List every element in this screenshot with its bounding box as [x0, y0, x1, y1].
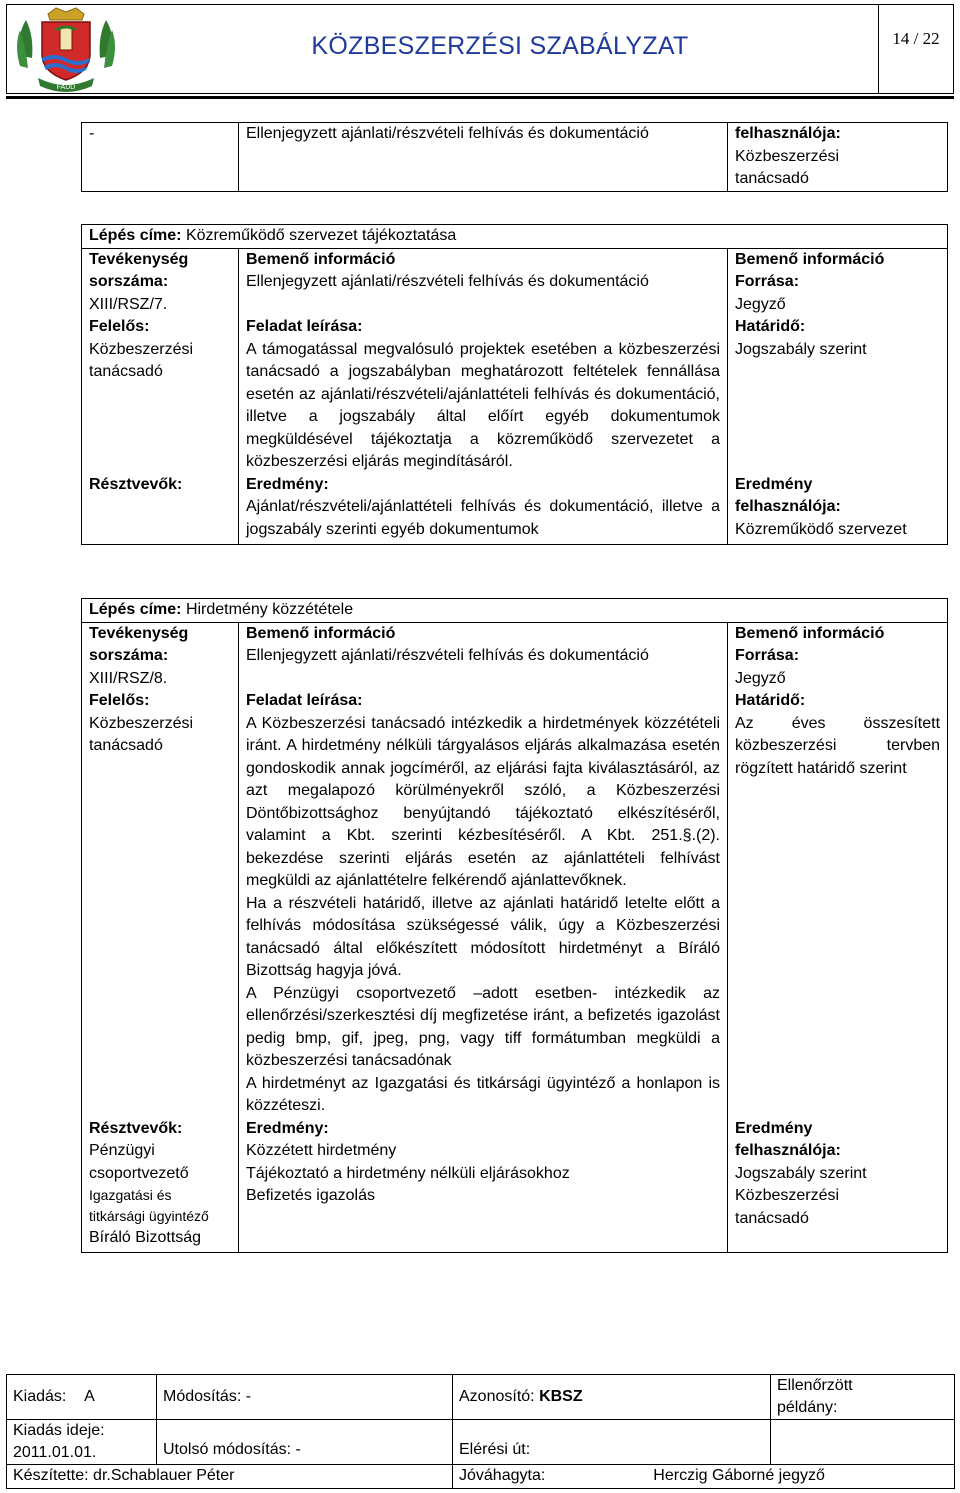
result-value: Ajánlat/részvételi/ajánlattételi felhívás és dokumentáció, illetve a jogszabály szerinti egyéb dokumentumok [246, 498, 720, 538]
deadline-cell: Határidő: Jogszabály szerint [728, 316, 948, 474]
participants-cell: Résztvevők: Pénzügyi csoportvezető Igazgatási és titkársági ügyintéző Bíráló Bizottság [82, 1118, 239, 1253]
task-paragraph-1: A Közbeszerzési tanácsadó intézkedik a hirdetmények közzétételi iránt. A hirdetmény nélküli tárgyalásos eljárás alkalmazása esetén gondoskodik annak jogcíméről, az eljárási fajta kiválasztásáról, az azt megalapozó körülményekről szóló, a Közbeszerzési Döntőbizottsághoz benyújtandó tájékoztató elkészítéséről, valamint a Kbt. szerinti kézbesítéséről. A Kbt. 251.§.(2). bekezdése szerinti eljárás esetén az ajánlattételi felhívást megküldi az ajánlattételre felkérendő ajánlattevőknek. [246, 714, 720, 889]
footer-keszitette: Készítette: dr.Schablauer Péter [7, 1465, 453, 1489]
input-cell: Bemenő információ Ellenjegyzett ajánlati/részvételi felhívás és dokumentáció [239, 248, 728, 316]
task-paragraph-4: A hirdetményt az Igazgatási és titkársági ügyintéző a honlapon is közzéteszi. [246, 1074, 720, 1114]
deadline-value: Az éves összesített közbeszerzési tervben rögzített határidő szerint [735, 714, 941, 777]
input-cell: Bemenő információ Ellenjegyzett ajánlati/részvételi felhívás és dokumentáció [239, 622, 728, 690]
step-title-row [82, 599, 948, 623]
footer-kiadas-ideje: Kiadás ideje: 2011.01.01. [7, 1420, 157, 1465]
task-description: A támogatással megvalósuló projektek esetében a közbeszerzési tanácsadó a jogszabályban meghatározott feltételek fennállása esetén az ajánlati/részvételi/ajánlattételi felhívás és dokumentáció, illetve a jogszabály által előírt egyéb dokumentumok megküldésével tájékoztatja a közreműködő szervezetet a közbeszerzési eljárás megindításáról. [246, 340, 720, 470]
step-title: Közreműködő szervezet tájékoztatása [185, 227, 457, 244]
activity-cell: Tevékenység sorszáma: XIII/RSZ/8. [82, 622, 239, 690]
footer-utolso-modositas: Utolsó módosítás: - [157, 1420, 453, 1465]
user-label: felhasználója: [735, 125, 841, 142]
source-cell: Bemenő információ Forrása: Jegyző [728, 248, 948, 316]
footer-azonosito: Azonosító: KBSZ [453, 1375, 771, 1420]
footer-jovahagyta: Jóváhagyta: Herczig Gáborné jegyző [453, 1465, 955, 1489]
continuation-dash: - [82, 123, 239, 192]
result-cell: Eredmény: Közzétett hirdetmény Tájékoztató a hirdetmény nélküli eljárásokhoz Befizetés igazolás [239, 1118, 728, 1253]
footer-empty [771, 1420, 955, 1465]
continuation-input: Ellenjegyzett ajánlati/részvételi felhívás és dokumentáció [239, 123, 728, 192]
result-user-cell: Eredmény felhasználója: Közreműködő szervezet [728, 474, 948, 545]
result-user-cell: Eredmény felhasználója: Jogszabály szerint Közbeszerzési tanácsadó [728, 1118, 948, 1253]
step-title: Hirdetmény közzététele [185, 601, 354, 618]
step-title-label: Lépés címe: [89, 227, 182, 244]
deadline-cell: Határidő: Az éves összesített közbeszerzési tervben rögzített határidő szerint [728, 690, 948, 1118]
coat-of-arms-logo [12, 6, 120, 92]
source-cell: Bemenő információ Forrása: Jegyző [728, 622, 948, 690]
result-cell: Eredmény: Ajánlat/részvételi/ajánlattételi felhívás és dokumentáció, illetve a jogszabály szerinti egyéb dokumentumok [239, 474, 728, 545]
header-divider [878, 4, 879, 94]
responsible-cell: Felelős: Közbeszerzési tanácsadó [82, 316, 239, 474]
task-cell: Feladat leírása: A támogatással megvalósuló projektek esetében a közbeszerzési tanácsadó a jogszabályban meghatározott feltételek fennállása esetén az ajánlati/részvételi/ajánlattételi felhívás és dokumentáció, illetve a jogszabály által előírt egyéb dokumentumok megküldésével tájékoztatja a közreműködő szervezetet a közbeszerzési eljárás megindításáról. [239, 316, 728, 474]
continuation-user: felhasználója: Közbeszerzési tanácsadó [728, 123, 948, 192]
activity-number: XIII/RSZ/8. [89, 669, 168, 687]
continuation-table [81, 122, 948, 192]
input-info: Ellenjegyzett ajánlati/részvételi felhívás és dokumentáció [246, 647, 649, 664]
activity-number: XIII/RSZ/7. [89, 295, 168, 313]
header-rule [6, 96, 954, 99]
deadline-value: Jogszabály szerint [735, 340, 867, 358]
document-title: KÖZBESZERZÉSI SZABÁLYZAT [311, 32, 689, 60]
task-paragraph-3: A Pénzügyi csoportvezető –adott esetben- intézkedik az ellenőrzési/szerkesztési díj megfizetése iránt, a befizetés igazolást pedig bmp, gif, jpeg, png, vagy tiff formátumban megküldi a közbeszerzési tanácsadónak [246, 984, 720, 1069]
page-number: 14 / 22 [892, 29, 940, 48]
footer-modositas: Módosítás: - [157, 1375, 453, 1420]
footer-ellenorzott: Ellenőrzött példány: [771, 1375, 955, 1420]
result-user: Közreműködő szervezet [735, 520, 907, 538]
step-title-row [82, 225, 948, 249]
logo-text: FADD [56, 84, 76, 91]
task-cell: Feladat leírása: A Közbeszerzési tanácsadó intézkedik a hirdetmények közzétételi iránt. A hirdetmény nélküli tárgyalásos eljárás alkalmazása esetén gondoskodik annak jogcíméről, az eljárási fajta kiválasztásáról, az azt megalapozó körülményekről szóló, a Közbeszerzési Döntőbizottsághoz benyújtandó tájékoztató elkészítéséről, valamint a Kbt. szerinti kézbesítéséről. A Kbt. 251.§.(2). bekezdése szerinti eljárás esetén az ajánlattételi felhívást megküldi az ajánlattételre felkérendő ajánlattevőknek. Ha a részvételi határidő, illetve az ajánlati határidő letelte előtt a felhívás módosítása szükségessé válik, úgy a Közbeszerzési tanácsadó által előkészített módosított hirdetményt a Bíráló Bizottság hagyja jóvá. A Pénzügyi csoportvezető –adott esetben- intézkedik az ellenőrzési/szerkesztési díj megfizetése iránt, a befizetés igazolást pedig bmp, gif, jpeg, png, vagy tiff formátumban megküldi a közbeszerzési tanácsadónak A hirdetményt az Igazgatási és titkársági ügyintéző a honlapon is közzéteszi. [239, 690, 728, 1118]
responsible-cell: Felelős: Közbeszerzési tanácsadó [82, 690, 239, 1118]
footer-eleresi-ut: Elérési út: [453, 1420, 771, 1465]
document-footer [6, 1374, 955, 1489]
activity-cell: Tevékenység sorszáma: XIII/RSZ/7. [82, 248, 239, 316]
step-table-7 [81, 224, 948, 545]
source-value: Jegyző [735, 669, 786, 687]
step-table-8 [81, 598, 948, 1253]
task-paragraph-2: Ha a részvételi határidő, illetve az ajánlati határidő letelte előtt a felhívás módosítása szükségessé válik, úgy a Közbeszerzési tanácsadó által előkészített módosított hirdetményt a Bíráló Bizottság hagyja jóvá. [246, 894, 720, 979]
step-title-label: Lépés címe: [89, 601, 182, 618]
input-info: Ellenjegyzett ajánlati/részvételi felhívás és dokumentáció [246, 273, 649, 290]
participants-cell: Résztvevők: [82, 474, 239, 545]
footer-kiadas: Kiadás: A [7, 1375, 157, 1420]
source-value: Jegyző [735, 295, 786, 313]
